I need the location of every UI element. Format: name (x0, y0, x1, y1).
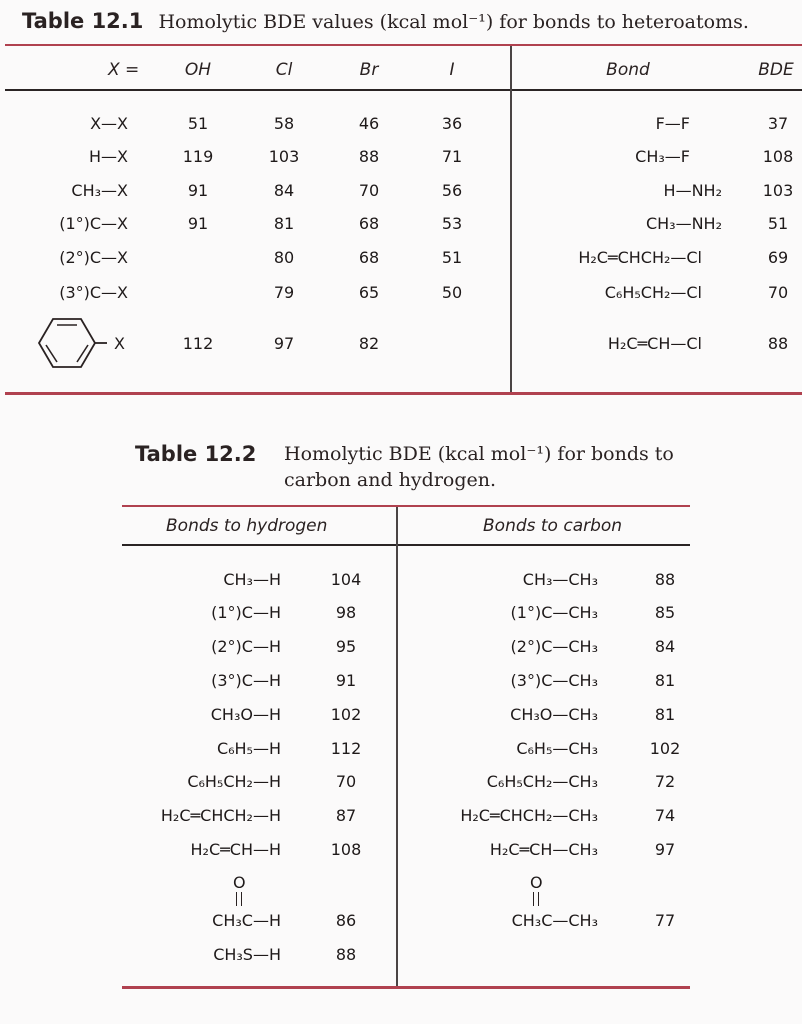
t1-bond-label: H₂C═CH—Cl (607, 334, 702, 353)
t2-h-bond: C₆H₅CH₂—H (187, 772, 281, 791)
t1-bond-label: H—NH₂ (663, 181, 722, 200)
t1-header-oh: OH (184, 60, 212, 80)
t1-bond-bde: 103 (762, 181, 794, 200)
t1-row-label: X (114, 334, 125, 353)
t2-c-bde: 72 (654, 772, 676, 791)
t1-bond-bde: 51 (767, 214, 789, 233)
t1-bond-bde: 37 (767, 114, 789, 133)
t2-h-bond: CH₃—H (223, 570, 281, 589)
t2-c-bond: (2°)C—CH₃ (510, 637, 598, 656)
t2-h-bde: 91 (335, 671, 357, 690)
t1-cell-oh: 91 (187, 181, 209, 200)
t2-c-bond: CH₃C—CH₃ (511, 911, 598, 930)
t2-h-bde: 98 (335, 603, 357, 622)
t2-h-bde: 102 (330, 705, 362, 724)
t1-cell-i: 71 (441, 147, 463, 166)
t2-carbonyl-oxygen: O (233, 873, 246, 892)
t2-header-carbon: Bonds to carbon (483, 516, 623, 536)
t2-c-bde: 74 (654, 806, 676, 825)
t1-row-label: (3°)C—X (59, 283, 128, 302)
t2-h-bond: CH₃S—H (213, 945, 281, 964)
t1-bond-bde: 108 (762, 147, 794, 166)
t1-cell-oh: 91 (187, 214, 209, 233)
t1-cell-br: 46 (358, 114, 380, 133)
t1-cell-i: 56 (441, 181, 463, 200)
table1-column-divider (510, 46, 512, 392)
t1-cell-i: 36 (441, 114, 463, 133)
t2-h-bond: CH₃O—H (210, 705, 281, 724)
t2-c-bde: 85 (654, 603, 676, 622)
table2-label: Table 12.2 (135, 442, 257, 466)
table1-title (22, 9, 749, 33)
t2-h-bde: 86 (335, 911, 357, 930)
t2-c-bde: 102 (649, 739, 681, 758)
t2-c-bond: C₆H₅—CH₃ (516, 739, 598, 758)
t2-h-bond: (1°)C—H (211, 603, 281, 622)
t2-h-bond: CH₃C—H (212, 911, 281, 930)
t1-cell-i: 50 (441, 283, 463, 302)
t1-cell-br: 82 (358, 334, 380, 353)
t2-c-bond: C₆H₅CH₂—CH₃ (486, 772, 598, 791)
t2-c-bond: H₂C═CH—CH₃ (489, 840, 598, 859)
t1-cell-oh: 51 (187, 114, 209, 133)
t2-c-bde: 97 (654, 840, 676, 859)
table1-top-rule (5, 44, 802, 46)
t1-cell-br: 65 (358, 283, 380, 302)
t1-row-label: CH₃—X (71, 181, 128, 200)
t1-cell-i: 53 (441, 214, 463, 233)
t2-c-bond: CH₃—CH₃ (522, 570, 598, 589)
table2-bottom-rule (122, 986, 690, 989)
t1-bond-label: CH₃—NH₂ (645, 214, 722, 233)
t2-carbonyl-double-bond (533, 892, 539, 906)
t2-h-bond: H₂C═CHCH₂—H (160, 806, 281, 825)
table1-bottom-rule (5, 392, 802, 395)
t2-c-bde: 84 (654, 637, 676, 656)
t1-header-i: I (449, 60, 455, 80)
t2-h-bond: (3°)C—H (211, 671, 281, 690)
t2-h-bond: H₂C═CH—H (190, 840, 281, 859)
t2-h-bde: 88 (335, 945, 357, 964)
t2-carbonyl-double-bond (236, 892, 242, 906)
t1-cell-br: 88 (358, 147, 380, 166)
t1-header-x: X = (108, 60, 140, 80)
t1-row-label: (1°)C—X (59, 214, 128, 233)
table2-top-rule (122, 505, 690, 507)
t1-header-bond: Bond (606, 60, 650, 80)
t2-c-bond: (3°)C—CH₃ (510, 671, 598, 690)
t2-c-bde: 88 (654, 570, 676, 589)
t2-c-bde: 81 (654, 705, 676, 724)
t2-c-bde: 77 (654, 911, 676, 930)
t1-cell-br: 70 (358, 181, 380, 200)
table1-caption: Homolytic BDE values (kcal mol⁻¹) for bonds to heteroatoms. (158, 11, 749, 33)
table1-label: Table 12.1 (22, 9, 144, 33)
t1-cell-br: 68 (358, 248, 380, 267)
t2-h-bde: 104 (330, 570, 362, 589)
t2-c-bond: H₂C═CHCH₂—CH₃ (460, 806, 598, 825)
table1-header-rule (5, 89, 802, 91)
t1-cell-oh: 119 (182, 147, 214, 166)
t1-bond-bde: 88 (767, 334, 789, 353)
t2-h-bde: 70 (335, 772, 357, 791)
t1-row-label: H—X (89, 147, 128, 166)
t1-cell-br: 68 (358, 214, 380, 233)
t1-cell-cl: 79 (273, 283, 295, 302)
t2-h-bde: 95 (335, 637, 357, 656)
t1-header-bde: BDE (758, 60, 794, 80)
t2-header-hydrogen: Bonds to hydrogen (166, 516, 328, 536)
t1-bond-label: C₆H₅CH₂—Cl (604, 283, 702, 302)
t2-h-bde: 108 (330, 840, 362, 859)
table2-column-divider (396, 507, 398, 987)
t2-h-bde: 112 (330, 739, 362, 758)
t2-h-bde: 87 (335, 806, 357, 825)
benzene-ring-icon (35, 316, 107, 370)
table2-header-rule (122, 544, 690, 546)
t1-bond-bde: 70 (767, 283, 789, 302)
t1-cell-cl: 80 (273, 248, 295, 267)
t1-cell-cl: 84 (273, 181, 295, 200)
t1-cell-cl: 58 (273, 114, 295, 133)
t2-c-bde: 81 (654, 671, 676, 690)
t1-cell-oh: 112 (182, 334, 214, 353)
t2-c-bond: CH₃O—CH₃ (510, 705, 598, 724)
table2-caption-line2: carbon and hydrogen. (284, 469, 497, 491)
t2-h-bond: (2°)C—H (211, 637, 281, 656)
t1-row-label: (2°)C—X (59, 248, 128, 267)
t1-cell-i: 51 (441, 248, 463, 267)
t1-cell-cl: 103 (268, 147, 300, 166)
t2-carbonyl-oxygen: O (530, 873, 543, 892)
t1-header-cl: Cl (275, 60, 293, 80)
t1-row-label: X—X (90, 114, 128, 133)
t1-header-br: Br (359, 60, 379, 80)
t1-cell-cl: 97 (273, 334, 295, 353)
t2-c-bond: (1°)C—CH₃ (510, 603, 598, 622)
t1-bond-bde: 69 (767, 248, 789, 267)
t1-cell-cl: 81 (273, 214, 295, 233)
table2-caption-line1: Homolytic BDE (kcal mol⁻¹) for bonds to (284, 443, 674, 465)
t1-bond-label: CH₃—F (635, 147, 690, 166)
t1-bond-label: F—F (655, 114, 690, 133)
t2-h-bond: C₆H₅—H (216, 739, 281, 758)
t1-bond-label: H₂C═CHCH₂—Cl (578, 248, 702, 267)
